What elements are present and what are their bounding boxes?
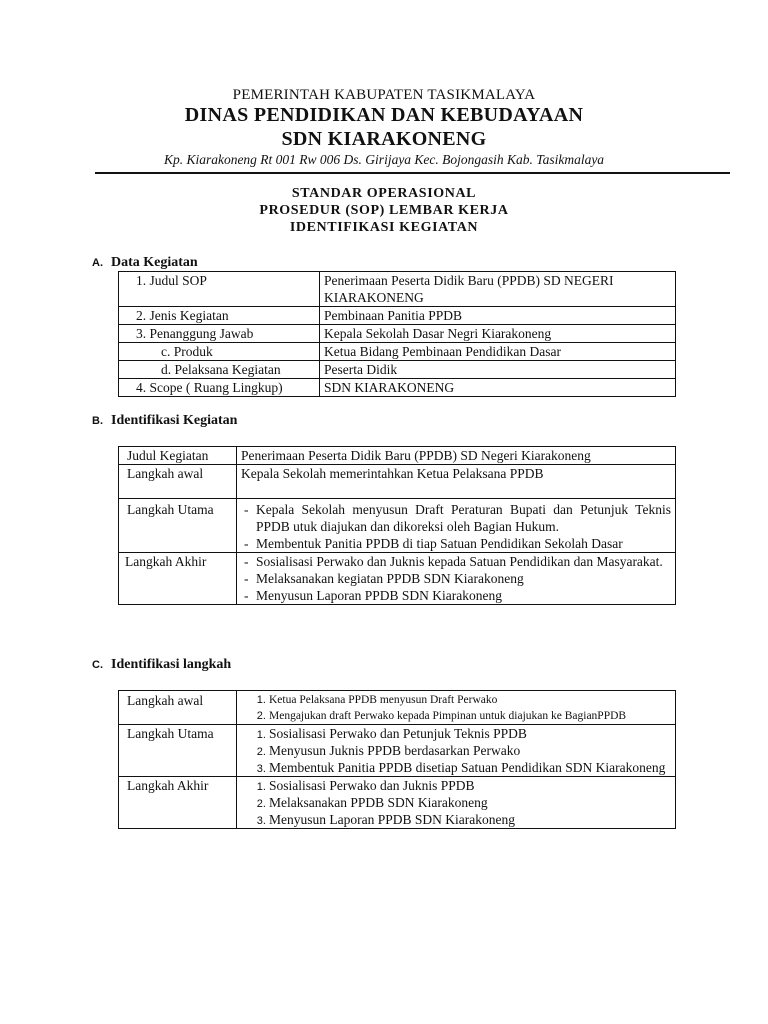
section-b-letter: B. — [92, 415, 103, 427]
table-row — [119, 691, 676, 725]
section-a-title: Data Kegiatan — [111, 255, 198, 270]
list-item: - Menyusun Laporan PPDB SDN Kiarakoneng — [241, 587, 671, 604]
table-label: Langkah Utama — [119, 499, 237, 553]
list-item: - Membentuk Panitia PPDB di tiap Satuan Pendidikan Sekolah Dasar — [241, 535, 671, 552]
table-label: Langkah Akhir — [119, 777, 237, 829]
table-value: Kepala Sekolah memerintahkan Ketua Pelaksana PPDB — [237, 465, 676, 499]
list-item: 3. Menyusun Laporan PPDB SDN Kiarakoneng — [269, 811, 671, 828]
section-c-title: Identifikasi langkah — [111, 657, 232, 672]
doc-title-line3: IDENTIFIKASI KEGIATAN — [289, 220, 479, 235]
table-value: Kepala Sekolah Dasar Negri Kiarakoneng — [320, 325, 676, 343]
table-label: Langkah awal — [119, 691, 237, 725]
table-row — [119, 325, 676, 343]
langkah-utama-list — [241, 501, 671, 552]
identifikasi-kegiatan-table — [118, 446, 676, 605]
list-item: 3. Membentuk Panitia PPDB disetiap Satuan Pendidikan SDN Kiarakoneng — [269, 759, 671, 776]
doc-title-line2: PROSEDUR (SOP) LEMBAR KERJA — [259, 203, 509, 218]
table-row — [119, 272, 676, 307]
table-label: 4. Scope ( Ruang Lingkup) — [119, 379, 320, 397]
table-label: d. Pelaksana Kegiatan — [119, 361, 320, 379]
langkah-awal-list — [241, 692, 671, 724]
list-item: 2. Mengajukan draft Perwako kepada Pimpinan untuk diajukan ke BagianPPDB — [269, 708, 671, 724]
langkah-akhir-steps — [241, 777, 671, 828]
section-b-heading — [92, 413, 237, 429]
section-b-title: Identifikasi Kegiatan — [111, 413, 238, 428]
langkah-akhir-list — [241, 553, 671, 604]
table-label: c. Produk — [119, 343, 320, 361]
table-value — [237, 725, 676, 777]
table-value: Peserta Didik — [320, 361, 676, 379]
list-item: 2. Menyusun Juknis PPDB berdasarkan Perwako — [269, 742, 671, 759]
list-item: 2. Melaksanakan PPDB SDN Kiarakoneng — [269, 794, 671, 811]
table-row — [119, 499, 676, 553]
table-value: SDN KIARAKONENG — [320, 379, 676, 397]
table-label: Langkah Utama — [119, 725, 237, 777]
table-value — [237, 499, 676, 553]
identifikasi-langkah-table — [118, 690, 676, 829]
table-row — [119, 343, 676, 361]
table-row — [119, 361, 676, 379]
table-value — [237, 777, 676, 829]
table-row — [119, 725, 676, 777]
table-row — [119, 777, 676, 829]
table-row — [119, 465, 676, 499]
header-address: Kp. Kiarakoneng Rt 001 Rw 006 Ds. Girijaya Kec. Bojongasih Kab. Tasikmalaya — [163, 152, 605, 167]
header-school: SDN KIARAKONENG — [281, 128, 487, 150]
header-department: DINAS PENDIDIKAN DAN KEBUDAYAAN — [184, 104, 584, 126]
list-item: - Melaksanakan kegiatan PPDB SDN Kiarakoneng — [241, 570, 671, 587]
list-item: 1. Ketua Pelaksana PPDB menyusun Draft Perwako — [269, 692, 671, 708]
header-divider — [95, 172, 730, 174]
table-value — [237, 553, 676, 605]
section-a-heading — [92, 255, 198, 271]
table-label: Judul Kegiatan — [119, 447, 237, 465]
table-row — [119, 379, 676, 397]
list-item: - Kepala Sekolah menyusun Draft Peraturan Bupati dan Petunjuk Teknis PPDB utuk diajukan dan dikoreksi oleh Bagian Hukum. — [241, 501, 671, 535]
table-row — [119, 307, 676, 325]
section-c-heading — [92, 657, 231, 673]
table-value: Pembinaan Panitia PPDB — [320, 307, 676, 325]
list-item: 1. Sosialisasi Perwako dan Juknis PPDB — [269, 777, 671, 794]
section-c-letter: C. — [92, 659, 103, 671]
header-government: PEMERINTAH KABUPATEN TASIKMALAYA — [232, 87, 536, 103]
table-row — [119, 553, 676, 605]
table-label: Langkah Akhir — [119, 553, 237, 605]
table-label: 3. Penanggung Jawab — [119, 325, 320, 343]
table-label: 1. Judul SOP — [119, 272, 320, 307]
table-value — [237, 691, 676, 725]
table-label: Langkah awal — [119, 465, 237, 499]
table-value: Penerimaan Peserta Didik Baru (PPDB) SD Negeri Kiarakoneng — [237, 447, 676, 465]
table-value: Penerimaan Peserta Didik Baru (PPDB) SD NEGERI KIARAKONENG — [320, 272, 676, 307]
section-a-letter: A. — [92, 257, 103, 269]
table-label: 2. Jenis Kegiatan — [119, 307, 320, 325]
table-value: Ketua Bidang Pembinaan Pendidikan Dasar — [320, 343, 676, 361]
data-kegiatan-table — [118, 271, 676, 397]
list-item: - Sosialisasi Perwako dan Juknis kepada Satuan Pendidikan dan Masyarakat. — [241, 553, 671, 570]
doc-title-line1: STANDAR OPERASIONAL — [291, 186, 477, 201]
langkah-utama-steps — [241, 725, 671, 776]
table-row — [119, 447, 676, 465]
list-item: 1. Sosialisasi Perwako dan Petunjuk Teknis PPDB — [269, 725, 671, 742]
